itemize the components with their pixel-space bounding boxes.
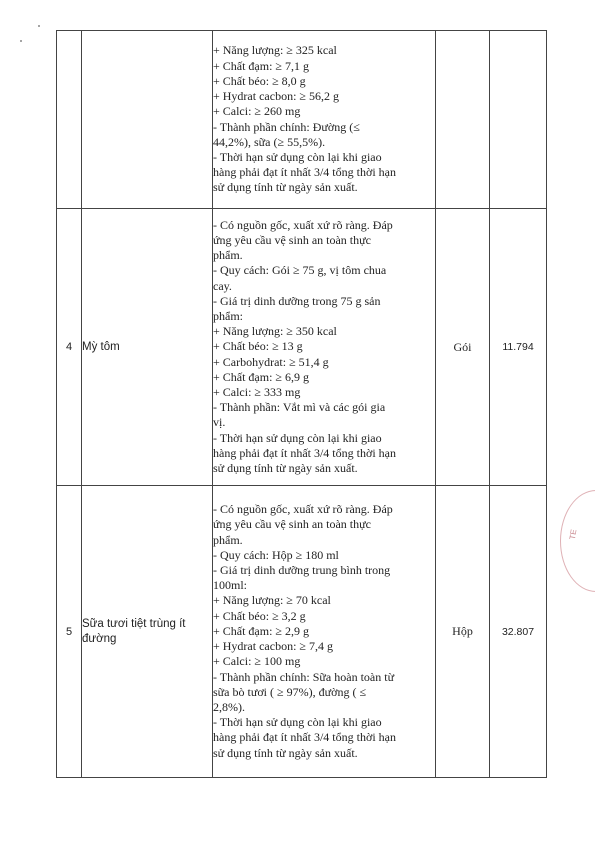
table-row — [57, 31, 547, 209]
table-row — [57, 486, 547, 778]
spec-line: - Có nguồn gốc, xuất xứ rõ ràng. Đáp — [213, 217, 393, 232]
spec-line: + Chất đạm: ≥ 6,9 g — [213, 369, 310, 384]
item-unit: Hộp — [436, 486, 490, 778]
spec-line: phẩm. — [213, 248, 243, 263]
stamp-lettering: TE — [567, 528, 579, 541]
spec-line: + Hydrat cacbon: ≥ 56,2 g — [213, 89, 339, 104]
spec-line: - Thành phần chính: Sữa hoàn toàn từ — [213, 669, 395, 684]
spec-line: ứng yêu cầu vệ sinh an toàn thực — [213, 517, 371, 532]
spec-line: + Carbohydrat: ≥ 51,4 g — [213, 354, 329, 369]
spec-line: + Calci: ≥ 100 mg — [213, 654, 301, 669]
spec-line: cay. — [213, 278, 232, 293]
spec-line: phẩm. — [213, 532, 243, 547]
spec-line: + Hydrat cacbon: ≥ 7,4 g — [213, 639, 333, 654]
spec-line: + Chất béo: ≥ 13 g — [213, 339, 303, 354]
item-specification — [213, 31, 436, 209]
spec-line: - Giá trị dinh dưỡng trung bình trong — [213, 563, 391, 578]
item-number: 5 — [57, 486, 82, 778]
spec-line: - Thời hạn sử dụng còn lại khi giao — [213, 149, 382, 164]
spec-line: 100ml: — [213, 578, 248, 593]
item-name — [82, 31, 213, 209]
item-unit — [436, 31, 490, 209]
spec-line: - Quy cách: Gói ≥ 75 g, vị tôm chua — [213, 263, 387, 278]
spec-line: + Năng lượng: ≥ 70 kcal — [213, 593, 331, 608]
spec-line: + Calci: ≥ 333 mg — [213, 385, 301, 399]
item-quantity — [490, 31, 547, 209]
spec-line: + Năng lượng: ≥ 350 kcal — [213, 324, 337, 339]
spec-line: - Quy cách: Hộp ≥ 180 ml — [213, 547, 339, 562]
spec-line: sử dụng tính từ ngày sản xuất. — [213, 745, 358, 760]
spec-line: + Calci: ≥ 260 mg — [213, 104, 301, 119]
specification-table — [56, 30, 547, 778]
red-stamp-seal — [560, 490, 595, 592]
spec-line: ứng yêu cầu vệ sinh an toàn thực — [213, 232, 371, 247]
item-specification — [213, 209, 436, 486]
item-quantity: 32.807 — [490, 486, 547, 778]
spec-line: + Chất đạm: ≥ 7,1 g — [213, 58, 310, 73]
item-name-line: Mỳ tôm — [82, 340, 120, 353]
spec-line: phẩm: — [213, 308, 243, 323]
spec-line: - Thời hạn sử dụng còn lại khi giao — [213, 430, 382, 445]
item-name-line: đường — [82, 632, 117, 645]
item-name — [82, 209, 213, 486]
item-name-line: Sữa tươi tiệt trùng ít — [82, 617, 186, 630]
scan-speck — [20, 40, 22, 42]
item-unit: Gói — [436, 209, 490, 486]
table-row — [57, 209, 547, 486]
spec-line: - Thành phần: Vắt mì và các gói gia — [213, 400, 386, 415]
scan-speck — [38, 25, 40, 27]
spec-line: vị. — [213, 415, 226, 430]
spec-line: hàng phải đạt ít nhất 3/4 tổng thời hạn — [213, 445, 396, 460]
spec-line: + Chất béo: ≥ 8,0 g — [213, 73, 306, 88]
item-specification — [213, 486, 436, 778]
spec-line: - Thành phần chính: Đường (≤ — [213, 119, 360, 134]
item-name — [82, 486, 213, 778]
spec-line: - Giá trị dinh dưỡng trong 75 g sản — [213, 293, 381, 308]
spec-line: sử dụng tính từ ngày sản xuất. — [213, 180, 358, 195]
spec-line: 44,2%), sữa (≥ 55,5%). — [213, 134, 326, 149]
item-quantity: 11.794 — [490, 209, 547, 486]
spec-line: - Có nguồn gốc, xuất xứ rõ ràng. Đáp — [213, 502, 393, 517]
spec-line: + Năng lượng: ≥ 325 kcal — [213, 43, 337, 58]
spec-line: sữa bò tươi ( ≥ 97%), đường ( ≤ — [213, 684, 367, 699]
item-number: 4 — [57, 209, 82, 486]
item-number — [57, 31, 82, 209]
spec-line: + Chất béo: ≥ 3,2 g — [213, 608, 306, 623]
spec-line: hàng phải đạt ít nhất 3/4 tổng thời hạn — [213, 730, 396, 745]
spec-line: - Thời hạn sử dụng còn lại khi giao — [213, 715, 382, 730]
spec-line: hàng phải đạt ít nhất 3/4 tổng thời hạn — [213, 165, 396, 180]
spec-line: 2,8%). — [213, 699, 245, 714]
spec-line: sử dụng tính từ ngày sản xuất. — [213, 461, 358, 476]
spec-line: + Chất đạm: ≥ 2,9 g — [213, 623, 310, 638]
